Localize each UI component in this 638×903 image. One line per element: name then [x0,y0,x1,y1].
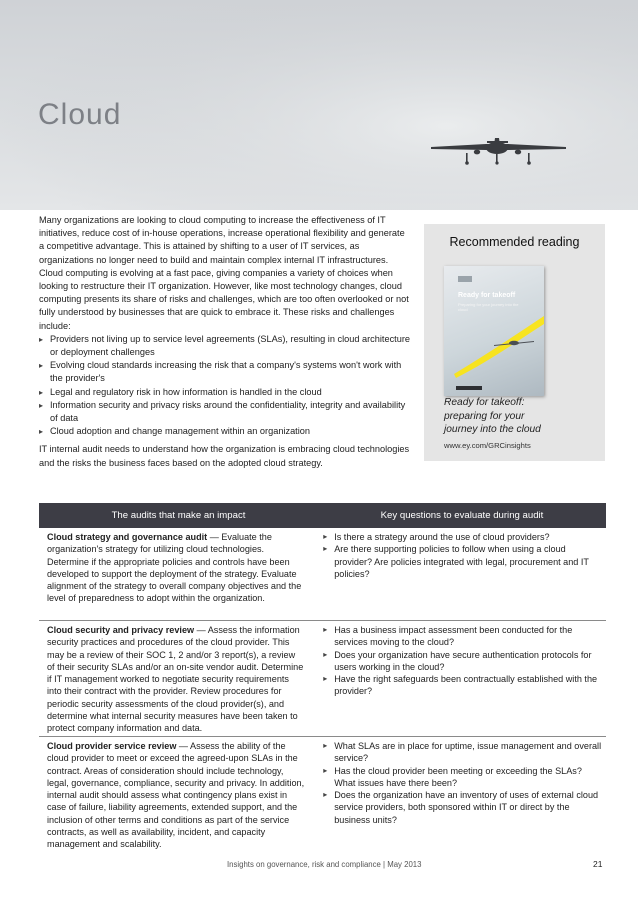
page-footer: Insights on governance, risk and compliance | May 2013 [227,860,422,869]
list-item: ▸ Providers not living up to service level agreements (SLAs), resulting in cloud architecture or deployment challenges [39,333,411,359]
intro-paragraph: Many organizations are looking to cloud computing to increase the effectiveness of IT initiatives, reduce cost of in-house operations, increase operational flexibility and generate a competitive advantage. This is attained by shifting to a user of IT services, as organizations no longer need to build and maintain complex internal IT infrastructures. Cloud computing is evolving at a fast pace, giving companies a variety of choices when looking to restructure their IT organization. However, like most technology changes, cloud computing presents its share of risks and challenges, which are too often overlooked or not fully understood by businesses that are quick to embrace it. These risks and challenges include: [39,215,409,331]
list-item: ▸ Does your organization have secure authentication protocols for users working in the cloud? [323,649,602,674]
audit-desc: — Assess the information security practices and procedures of the cloud provider. This may be a review of their SOC 1, 2 and/or 3 report(s), a review of their security SLAs and/or an on-site vendor audit. Determine if IT management worked to negotiate security requirements into their contract with the provider. Review procedures for periodic security assessments of the cloud provider(s), and determine what internal security measures have been taken to protect company information and data. [47,625,304,734]
cover-title: Ready for takeoff [458,292,516,299]
audit-desc: — Evaluate the organization's strategy for utilizing cloud technologies. Determine if the appropriate policies and controls have been developed to support the deployment of the strategy. Evaluate alignment of the strategy to overall company objectives and the level of preparedness to adopt within the organization. [47,532,302,604]
book-cover[interactable] [444,266,544,396]
audit-name: Cloud security and privacy review [47,625,195,635]
table-header [39,503,606,528]
questions-cell [313,621,606,736]
list-item: ▸ Has a business impact assessment been conducted for the services moving to the cloud? [323,624,602,649]
closing-paragraph: IT internal audit needs to understand how the organization is embracing cloud technologies and the risks the business faces based on the adopted cloud strategy. [39,444,410,468]
page-title: Cloud [38,98,122,131]
recommended-reading-box [424,224,605,461]
list-item: ▸ Evolving cloud standards increasing the risk that a company's systems won't work with the provider's [39,359,411,385]
audit-cell [39,528,313,620]
risk-list [39,333,411,439]
audit-name: Cloud provider service review [47,741,177,751]
list-item: ▸ Has the cloud provider been meeting or exceeding the SLAs? What issues have there been? [323,765,602,790]
table-row [39,528,606,621]
list-item: ▸ Does the organization have an inventory of uses of external cloud service providers, both sponsored within IT or direct by the business units? [323,789,602,826]
book-caption [444,396,604,437]
list-item: ▸ Legal and regulatory risk in how information is handled in the cloud [39,386,411,399]
cover-subtitle: Preparing for your journey into the cloud [458,302,519,312]
audit-desc: — Assess the ability of the cloud provider to meet or exceed the agreed-upon SLAs in the contract. Areas of consideration should include technology, legal, governance, compliance, security and privacy. In addition, internal audit should assess what contingency plans exist in case of failure, liability agreements, extended support, and the inclusion of other terms and conditions as part of the service contracts, as well as availability, incident, and capacity management and scalability. [47,741,305,850]
table-row [39,737,606,855]
header-questions: Key questions to evaluate during audit [380,510,544,521]
questions-cell [313,737,606,855]
list-item: ▸ Cloud adoption and change management within an organization [39,425,411,438]
caption-line: preparing for your [444,410,525,422]
list-item: ▸ Have the right safeguards been contractually established with the provider? [323,673,602,698]
page-number: 21 [593,859,603,869]
audit-table [39,503,606,855]
list-item: ▸ Is there a strategy around the use of cloud providers? [323,531,602,543]
book-link[interactable]: www.ey.com/GRCinsights [444,441,531,450]
caption-line: journey into the cloud [444,424,541,435]
questions-cell [313,528,606,620]
header-audits: The audits that make an impact [111,510,246,521]
cover-art [444,266,544,396]
audit-name: Cloud strategy and governance audit [47,532,208,542]
table-row [39,621,606,737]
caption-line: Ready for takeoff: [444,397,525,408]
list-item: ▸ Information security and privacy risks around the confidentiality, integrity and availability of data [39,399,411,425]
intro-section [39,214,411,470]
audit-cell [39,621,313,736]
recommended-reading-heading: Recommended reading [449,235,580,249]
audit-cell [39,737,313,855]
list-item: ▸ Are there supporting policies to follow when using a cloud provider? Are policies integrated with legal, procurement and IT policies? [323,543,602,580]
list-item: ▸ What SLAs are in place for uptime, issue management and overall service? [323,740,602,765]
